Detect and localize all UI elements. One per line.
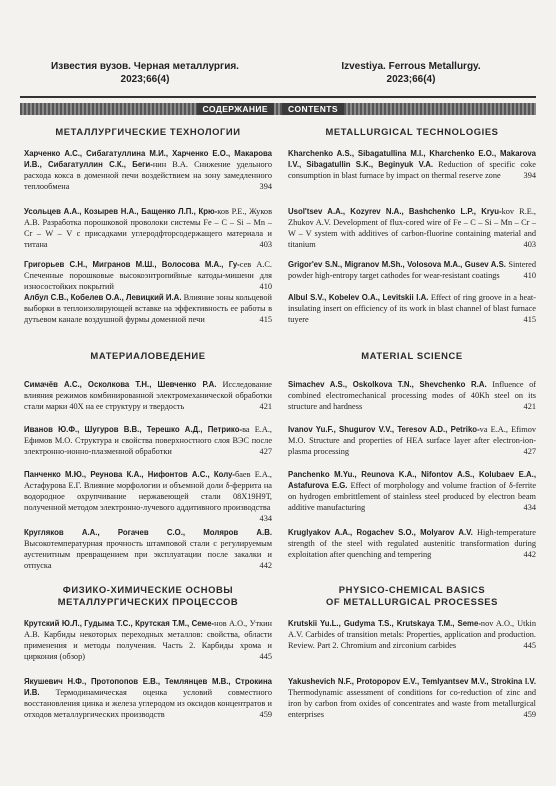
toc-entry[interactable]: Крутский Ю.Л., Гудыма Т.С., Крутская Т.М., Семе-нов А.О., Уткин А.В. Карбиды некоторых переходных металлов: свойства, области применения и методы получения. Часть 2. Карбиды хрома и циркония (обзор) 445 [24,619,272,661]
page-number: 415 [523,315,536,324]
section-title: МЕТАЛЛУРГИЧЕСКИЕ ТЕХНОЛОГИИ [55,126,241,137]
contents-banner [20,103,536,115]
section-title: MATERIAL SCIENCE [361,350,463,361]
toc-entry[interactable]: Yakushevich N.F., Protopopov E.V., Temlyantsev M.V., Strokina I.V. Thermodynamic assessment of conditions for co-reduction of zinc and iron by carbon from oxides of concentrates and waste from metallurgical enterprises 459 [288,677,536,719]
toc-entry[interactable]: Albul S.V., Kobelev O.A., Levitskii I.A. Effect of ring groove in a heat-insulating insert on efficiency of its work in blast channel of blast furnace tuyere 415 [288,293,536,324]
journal-title-en: Izvestiya. Ferrous Metallurgy. [341,61,481,72]
toc-entry[interactable]: Иванов Ю.Ф., Шугуров В.В., Терешко А.Д., Петрико-ва Е.А., Ефимов М.О. Структура и свойства поверхностного слоя ВЭС после электронно-ионно-плазменной обработки 427 [24,425,272,456]
journal-issue-ru: 2023;66(4) [120,74,170,85]
header-divider [20,96,536,98]
page-number: 459 [523,710,536,719]
section-title: PHYSICO-CHEMICAL BASICS OF METALLURGICAL PROCESSES [325,584,499,607]
page-number: 394 [259,182,272,191]
journal-header-en [286,60,536,94]
toc-entry[interactable]: Харченко А.С., Сибагатуллина М.И., Харченко Е.О., Макарова И.В., Сибагатуллин С.К., Беги-нин В.А. Снижение удельного расхода кокса в доменной печи воздействием на зону замедленного теплообмена 394 [24,149,272,191]
page-number: 410 [523,271,536,280]
journal-title-ru: Известия вузов. Черная металлургия. [51,61,239,72]
contents-label-ru: СОДЕРЖАНИЕ [197,103,274,115]
toc-entry[interactable]: Панченко М.Ю., Реунова К.А., Нифонтов А.С., Колу-баев Е.А., Астафурова Е.Г. Влияние морфологии и объемной доли δ-феррита на водородное охрупчивание нержавеющей стали 08Х19Н9Т, полученной методом электронно-лучевого аддитивного производства 434 [24,470,272,523]
toc-entry[interactable]: Kharchenko A.S., Sibagatullina M.I., Kharchenko E.O., Makarova I.V., Sibagatullin S.K., Beginyuk V.A. Reduction of specific coke consumption in blast furnace by impact on thermal reserve zone 394 [288,149,536,180]
toc-entry[interactable]: Krutskii Yu.L., Gudyma T.S., Krutskaya T.M., Seme-nov A.O., Utkin A.V. Carbides of transition metals: Properties, application and production. Review. Part 2. Chromium and zirconium carbides 445 [288,619,536,650]
section-title: METALLURGICAL TECHNOLOGIES [325,126,499,137]
page-number: 421 [259,402,272,411]
page-number: 427 [259,447,272,456]
page-number: 421 [523,402,536,411]
page-number: 445 [523,641,536,650]
toc-entry[interactable]: Усольцев А.А., Козырев Н.А., Бащенко Л.П., Крю-ков Р.Е., Жуков А.В. Разработка порошковой проволоки системы Fe – C – Si – Mn – Cr – W – V с присадками углеродфторсодержащего материала и титана 403 [24,207,272,249]
toc-entry[interactable]: Panchenko M.Yu., Reunova K.A., Nifontov A.S., Kolubaev E.A., Astafurova E.G. Effect of morphology and volume fraction of δ-ferrite on hydrogen embrittlement of stainless steel produced by electron beam additive manufacturing 434 [288,470,536,512]
contents-label-en: CONTENTS [282,103,344,115]
toc-entry[interactable]: Simachev A.S., Oskolkova T.N., Shevchenko R.A. Influence of combined electromechanical processing modes of 40Kh steel on its structure and hardness 421 [288,380,536,411]
toc-entry[interactable]: Кругляков А.А., Рогачев С.О., Моляров А.В. Высокотемпературная прочность штамповой стали с регулируемым аустенитным превращением при эксплуатации после закалки и отпуска 442 [24,528,272,570]
page-number: 434 [259,514,272,523]
journal-issue-en: 2023;66(4) [386,74,436,85]
page-number: 394 [523,171,536,180]
toc-entry[interactable]: Ivanov Yu.F., Shugurov V.V., Teresov A.D., Petriko-va E.A., Efimov M.O. Structure and properties of HEA surface layer after electron-ion-plasma processing 427 [288,425,536,456]
journal-header-ru [20,60,270,94]
toc-entry[interactable]: Албул С.В., Кобелев О.А., Левицкий И.А. Влияние зоны кольцевой выборки в теплоизолирующей вставке на эффективность ее работы в дутьевом канале воздушной фурмы доменной печи 415 [24,293,272,324]
section-title: МАТЕРИАЛОВЕДЕНИЕ [90,350,206,361]
page-number: 403 [259,240,272,249]
toc-entry[interactable]: Kruglyakov A.A., Rogachev S.O., Molyarov A.V. High-temperature strength of the steel with regulated austenitic transformation during exploitation after quenching and tempering 442 [288,528,536,559]
page-number: 415 [259,315,272,324]
toc-entry[interactable]: Grigor'ev S.N., Migranov M.Sh., Volosova M.A., Gusev A.S. Sintered powder high-entropy target cathodes for wear-resistant coatings 410 [288,260,536,280]
page-number: 445 [259,652,272,661]
page-number: 459 [259,710,272,719]
toc-entry[interactable]: Симачёв А.С., Осколкова Т.Н., Шевченко Р.А. Исследование влияния режимов комбинированной электромеханической обработки стали марки 40Х на ее структуру и твердость 421 [24,380,272,411]
page-number: 403 [523,240,536,249]
page-number: 427 [523,447,536,456]
toc-entry[interactable]: Usol'tsev A.A., Kozyrev N.A., Bashchenko L.P., Kryu-kov R.E., Zhukov A.V. Development of flux-cored wire of Fe – C – Si – Mn – Cr – W – V system with additives of carbon-fluorine containing material and titanium 403 [288,207,536,249]
section-title: ФИЗИКО-ХИМИЧЕСКИЕ ОСНОВЫ МЕТАЛЛУРГИЧЕСКИХ ПРОЦЕССОВ [57,584,239,607]
page-number: 442 [523,550,536,559]
toc-entry[interactable]: Григорьев С.Н., Мигранов М.Ш., Волосова М.А., Гу-сев А.С. Спеченные порошковые высокоэнтропийные катоды-мишени для износостойких покрытий 410 [24,260,272,291]
page-number: 434 [523,503,536,512]
page-number: 442 [259,561,272,570]
toc-entry[interactable]: Якушевич Н.Ф., Протопопов Е.В., Темлянцев М.В., Строкина И.В. Термодинамическая оценка условий совместного восстановления цинка и железа углеродом из оксидов концентратов и отходов металлургических производств 459 [24,677,272,719]
page-number: 410 [259,282,272,291]
